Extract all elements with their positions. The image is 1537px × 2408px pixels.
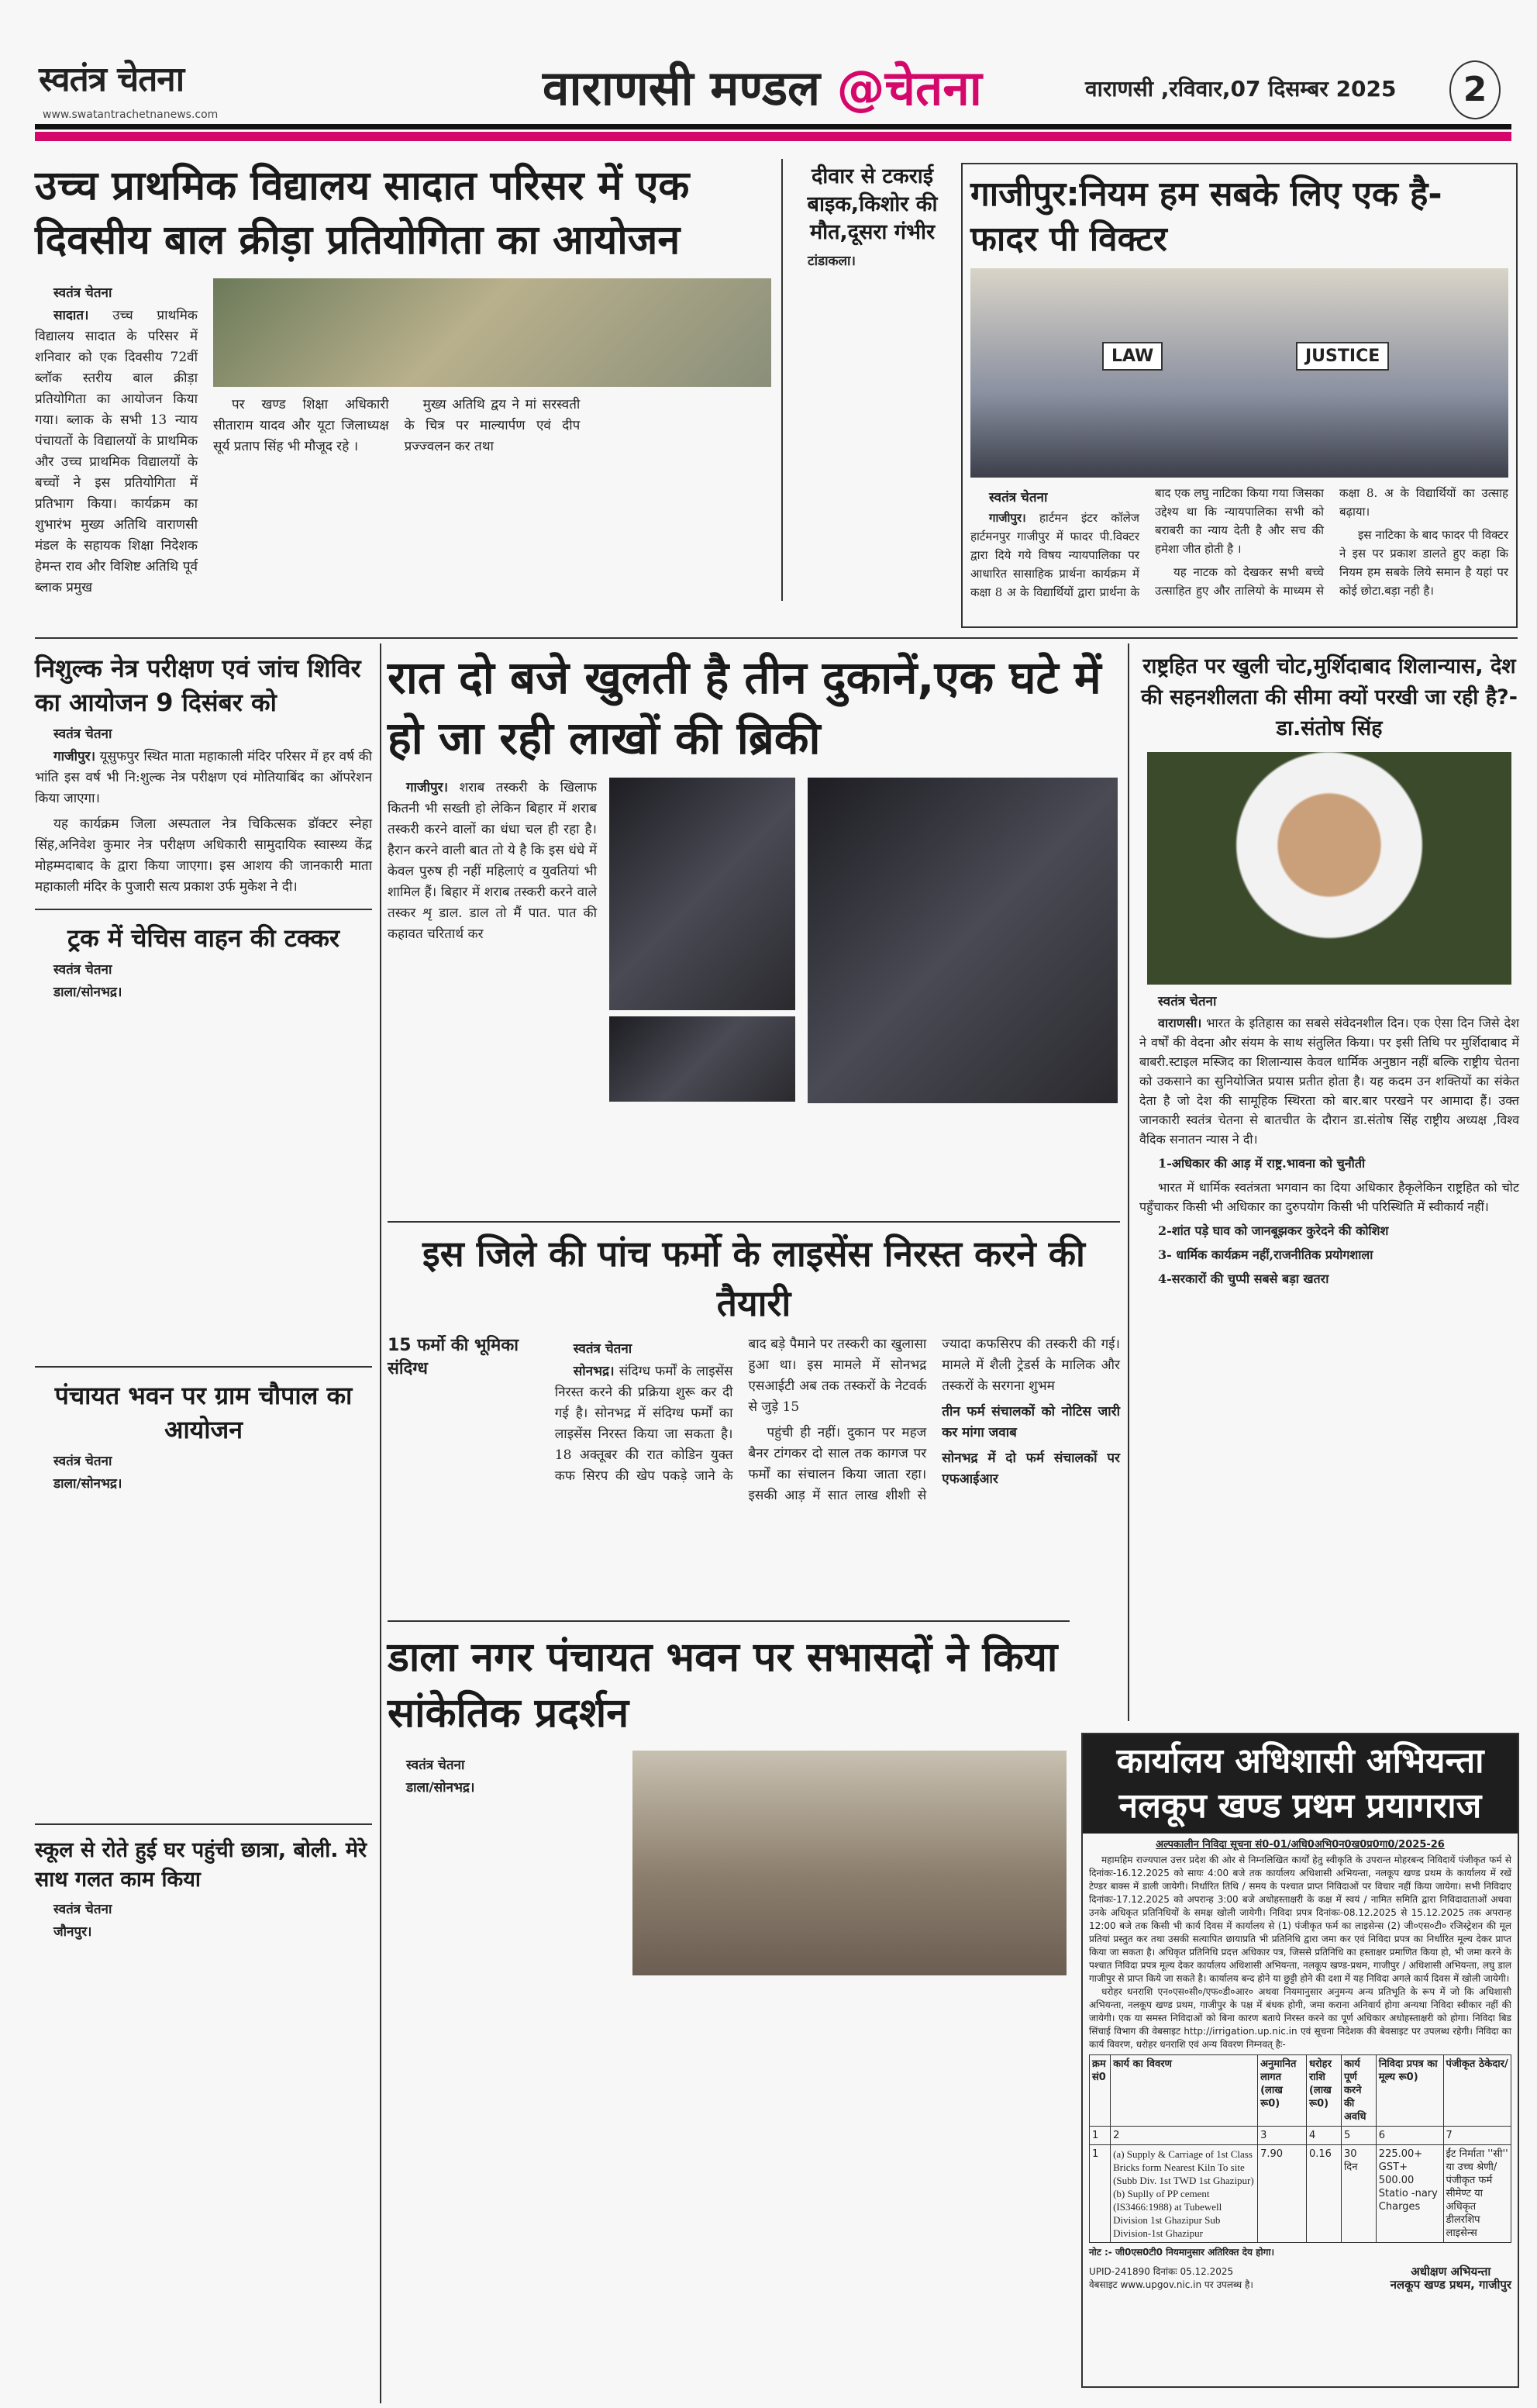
cell: 7.90 bbox=[1258, 2145, 1307, 2243]
ad-website: वेबसाइट www.upgov.nic.in पर उपलब्ध है। bbox=[1089, 2279, 1253, 2290]
divider-accent bbox=[35, 132, 1511, 141]
ad-note: नोट :- जी0एस0टी0 नियमानुसार अतिरिक्त देय होगा। bbox=[1089, 2247, 1275, 2258]
section-rule bbox=[35, 637, 1518, 639]
col-number: 5 bbox=[1341, 2127, 1376, 2145]
article-truck-collision bbox=[35, 921, 372, 1355]
col-number: 6 bbox=[1376, 2127, 1443, 2145]
byline: स्वतंत्र चेतना bbox=[53, 1454, 112, 1469]
article-text: शराब तस्करी के खिलाफ कितनी भी सख्ती हो लेकिन बिहार में शराब तस्करी करने वालों का धंधा चल ही रहा है। हैरान करने वाली बात तो ये है कि इस धंधे में केवल पुरुष ही नहीं महिलाएं व युवतियां भी शामिल हैं। बिहार में शराब तस्करी करने वाले तस्कर शृ डाल. डाल तो मैं पात. पात की कहावत चरितार्थ कर bbox=[388, 780, 598, 942]
column-rule bbox=[1128, 643, 1129, 1721]
cell: 0.16 bbox=[1306, 2145, 1341, 2243]
photo-shop-crowd bbox=[808, 778, 1118, 1103]
article-text: मुख्य अतिथि द्वय ने मां सरस्वती के चित्र पर माल्यार्पण एवं दीप प्रज्ज्वलन कर तथा bbox=[404, 397, 581, 454]
col-header: अनुमानित लागत (लाख रू0) bbox=[1258, 2055, 1307, 2127]
article-schoolgirl bbox=[35, 1836, 372, 1943]
column-rule bbox=[380, 643, 381, 2403]
headline: दीवार से टकराई बाइक,किशोर की मौत,दूसरा गंभीर bbox=[807, 164, 938, 244]
col-number: 7 bbox=[1443, 2127, 1511, 2145]
col-number: 2 bbox=[1111, 2127, 1258, 2145]
subheadline: 15 फर्मो की भूमिका संदिग्ध bbox=[388, 1336, 519, 1378]
photo-councillors-protest bbox=[632, 1751, 1067, 1975]
col-number: 4 bbox=[1306, 2127, 1341, 2145]
divider bbox=[35, 1823, 372, 1825]
page-title bbox=[543, 54, 982, 119]
page-number: 2 bbox=[1449, 60, 1501, 119]
headline: इस जिले की पांच फर्मो के लाइसेंस निरस्त करने की तैयारी bbox=[422, 1233, 1085, 1324]
subhead: तीन फर्म संचालकों को नोटिस जारी कर मांगा जवाब bbox=[942, 1404, 1120, 1440]
subhead: सोनभद्र में दो फर्म संचालकों पर एफआईआर bbox=[942, 1451, 1120, 1487]
article-text: पर खण्ड शिक्षा अधिकारी सीताराम यादव और यूटा जिलाध्यक्ष सूर्य प्रताप सिंह भी मौजूद रहे । bbox=[213, 397, 389, 454]
cell: ईंट निर्माता ''सी'' या उच्च श्रेणी/ पंजीकृत फर्म सीमेण्ट या अधिकृत डीलरशिप लाइसेन्स bbox=[1443, 2145, 1511, 2243]
article-dala-protest bbox=[388, 1620, 1070, 1975]
tender-notice-ad bbox=[1081, 1733, 1519, 2388]
headline: ट्रक में चेचिस वाहन की टक्कर bbox=[67, 923, 340, 953]
headline: पंचायत भवन पर ग्राम चौपाल का आयोजन bbox=[54, 1381, 353, 1444]
cell: 1 bbox=[1090, 2145, 1111, 2243]
ad-title-sub: नलकूप खण्ड प्रथम प्रयागराज bbox=[1118, 1786, 1482, 1826]
article-firm-licenses bbox=[388, 1221, 1120, 1506]
article-father-victor bbox=[961, 163, 1518, 628]
article-murshidabad bbox=[1139, 651, 1519, 1293]
dateline: डाला/सोनभद्र। bbox=[53, 985, 122, 1000]
divider bbox=[388, 1221, 1120, 1223]
dateline: सोनभद्र। bbox=[573, 1364, 615, 1379]
sign-law: LAW bbox=[1102, 342, 1163, 371]
edition-date: वाराणसी ,रविवार,07 दिसम्बर 2025 bbox=[1085, 76, 1397, 102]
cell: 30 दिन bbox=[1341, 2145, 1376, 2243]
headline: स्कूल से रोते हुई घर पहुंची छात्रा, बोली. मेरे साथ गलत काम किया bbox=[35, 1838, 367, 1892]
dateline: डाला/सोनभद्र। bbox=[53, 1476, 122, 1492]
signatory-office: नलकूप खण्ड प्रथम, गाजीपुर bbox=[1390, 2278, 1511, 2292]
sign-justice: JUSTICE bbox=[1296, 342, 1389, 371]
photo-shops-night bbox=[609, 1016, 795, 1102]
article-bike-accident bbox=[789, 163, 956, 277]
divider bbox=[35, 1366, 372, 1368]
col-number: 1 bbox=[1090, 2127, 1111, 2145]
ad-title: कार्यालय अधिशासी अभियन्ता bbox=[1116, 1741, 1484, 1781]
byline: स्वतंत्र चेतना bbox=[573, 1341, 632, 1357]
byline: स्वतंत्र चेतना bbox=[406, 1758, 465, 1773]
byline: स्वतंत्र चेतना bbox=[53, 285, 112, 301]
website-url: www.swatantrachetnanews.com bbox=[43, 109, 219, 121]
dateline: जौनपुर। bbox=[53, 1924, 92, 1940]
divider bbox=[388, 1620, 1070, 1622]
dateline: सादात। bbox=[53, 308, 89, 323]
divider bbox=[35, 909, 372, 910]
table-row bbox=[1090, 2145, 1511, 2243]
cell: (a) Supply & Carriage of 1st Class Bricks form Nearest Kiln To site (Subb Div. 1st TWD 1st Ghazipur) (b) Suplly of PP cement (IS3466:1988) at Tubewell Division 1st Ghazipur Sub Division-1st Ghazipur bbox=[1111, 2145, 1258, 2243]
dateline: गाजीपुर। bbox=[53, 749, 96, 764]
dateline: डाला/सोनभद्र। bbox=[406, 1780, 475, 1796]
col-header: कार्य का विवरण bbox=[1111, 2055, 1258, 2127]
title-main: वाराणसी मण्डल bbox=[543, 60, 837, 116]
cell: 225.00+ GST+ 500.00 Statio -nary Charges bbox=[1376, 2145, 1443, 2243]
article-text: उच्च प्राथमिक विद्यालय सादात के परिसर में शनिवार को एक दिवसीय 72वीं ब्लॉक स्तरीय बाल क्रीड़ा प्रतियोगिता का आयोजन किया गया। ब्लाक के सभी 13 न्याय पंचायतों के विद्यालयों के प्राथमिक और उच्च प्राथमिक विद्यालयों के बच्चों ने इस प्रतियोगिता में प्रतिभाग किया। कार्यक्रम का शुभारंभ मुख्य अतिथि वाराणसी मंडल के सहायक शिक्षा निदेशक हेमन्त राव और विशिष्ट अतिथि पूर्व ब्लाक प्रमुख bbox=[35, 308, 198, 595]
photo-sports-ground bbox=[213, 278, 771, 387]
dateline: गाजीपुर। bbox=[989, 511, 1026, 525]
headline: राष्ट्रहित पर खुली चोट,मुर्शिदाबाद शिलान्यास, देश की सहनशीलता की सीमा क्यों परखी जा रही है?-डा.संतोष सिंह bbox=[1141, 654, 1518, 740]
byline: स्वतंत्र चेतना bbox=[53, 726, 112, 742]
headline: निशुल्क नेत्र परीक्षण एवं जांच शिविर का आयोजन 9 दिसंबर को bbox=[35, 654, 361, 717]
col-header: कार्य पूर्ण करने की अवधि bbox=[1341, 2055, 1376, 2127]
column-rule bbox=[781, 159, 783, 601]
col-header: निविदा प्रपत्र का मूल्य रू0) bbox=[1376, 2055, 1443, 2127]
subhead: 3- धार्मिक कार्यक्रम नहीं,राजनीतिक प्रयोगशाला bbox=[1158, 1247, 1373, 1262]
photo-students-law-justice bbox=[970, 268, 1508, 478]
headline: गाजीपुर:नियम हम सबके लिए एक है-फादर पी विक्टर bbox=[970, 174, 1442, 259]
tender-table bbox=[1089, 2054, 1511, 2243]
headline: डाला नगर पंचायत भवन पर सभासदों ने किया सांकेतिक प्रदर्शन bbox=[388, 1634, 1058, 1737]
article-text: पहुंची ही नहीं। दुकान पर महज बैनर टांगकर दो साल तक कागज पर फर्मों का संचालन किया जाता रहा। इसकी आड़ में सात लाख शीशी से ज्यादा कफसिरप की तस्करी की गई। मामले में शैली ट्रेडर्स के मालिक और तस्करों के सरगना शुभम bbox=[748, 1337, 1120, 1503]
notice-text: महामहिम राज्यपाल उत्तर प्रदेश की ओर से निम्नलिखित कार्यों हेतु स्वीकृति के उपरान्त मोहरबन्द निविदायें पंजीकृत फर्म से दिनांकः-16.12.2025 को सायः 4:00 बजे तक कार्यालय अधिशासी अभियन्ता, नलकूप खण्ड प्रथम के कार्यालय में रखें टेण्डर बाक्स में डाली जायेगी। निर्धारित तिथि / समय के पश्चात प्राप्त निविदाओं पर विचार नहीं किया जायेगा। सभी निविदाए दिनांकः-17.12.2025 को अपरान्ह 3:00 बजे अधोहस्ताक्षरी के कक्ष में स्वयं / नामित समिति द्वारा निविदादाताओं अथवा उनके अधिकृत प्रतिनिधियों के समक्ष खोली जायेगी। निविदा प्रपत्र दिनांकः-08.12.2025 से 15.12.2025 तक अपरान्ह 12:00 बजे तक किसी भी कार्य दिवस में कार्यालय से (1) पंजीकृत फर्म का लाइसेन्स (2) जी०एस०टी० रजिस्ट्रेशन की मूल प्रतियां प्रस्तुत कर तथा उसकी सत्यापित छायाप्रति भी प्रतिनिधि द्वारा जमा कर एवं निविदा प्रपत्र का निर्धारित मूल्य देकर प्राप्त किया जा सकता है। अधिकृत प्रतिनिधि प्रदत्त अधिकार पत्र, जिससे प्रतिनिधि का हस्ताक्षर प्रमाणित किया हो, भी जमा करने के पश्चात निविदा प्रपत्र मूल्य देकर कार्यालय अधिशासी अभियन्ता, नलकूप खण्ड-प्रथम, गाजीपुर / अधिशासी अभियन्ता, लघु डाल गाजीपुर से प्राप्त किये जा सकते है। कार्यालय बन्द होने या छुट्टी होने की दशा में यह निविदा अगले कार्य दिवस में खोली जायेगी। bbox=[1089, 1854, 1511, 1984]
article-text: संदिग्ध फर्मों के लाइसेंस निरस्त करने की प्रक्रिया शुरू कर दी गई है। सोनभद्र में संदिग्ध फर्मों का लाइसेंस निरस्त किया जा सकता है। 18 अक्तूबर की रात कोडिन युक्त कफ सिरप की खेप पकड़े जाने के बाद बड़े पैमाने पर तस्करी का खुलासा हुआ था। इस मामले में सोनभद्र एसआईटी अब तक तस्करों के नेटवर्क से जुड़े 15 bbox=[554, 1337, 927, 1484]
col-header: क्रम सं0 bbox=[1090, 2055, 1111, 2127]
left-column bbox=[35, 651, 372, 1947]
article-liquor-shops bbox=[388, 647, 1120, 1103]
byline: स्वतंत्र चेतना bbox=[53, 962, 112, 978]
article-text: यह कार्यक्रम जिला अस्पताल नेत्र चिकित्सक डॉक्टर स्नेहा सिंह,अनिवेश कुमार नेत्र परीक्षण अधिकारी सामुदायिक स्वास्थ्य केंद्र मोहम्मदाबाद के द्वारा किया जाएगा। इस आशय की जानकारी माता महाकाली मंदिर के पुजारी सत्य प्रकाश उर्फ मुकेश ने दी। bbox=[35, 816, 372, 895]
col-header: धरोहर राशि (लाख रू0) bbox=[1306, 2055, 1341, 2127]
dateline: टांडाकला। bbox=[808, 254, 856, 269]
divider bbox=[35, 124, 1511, 129]
title-accent: @चेतना bbox=[836, 60, 982, 116]
headline: रात दो बजे खुलती है तीन दुकानें,एक घटे में हो जा रही लाखों की ब्रिकी bbox=[388, 651, 1101, 764]
notice-text: धरोहर धनराशि एन०एस०सी०/एफ०डी०आर० अथवा नियमानुसार अनुमन्य अन्य प्रतिभूति के रूप में जो कि अधिशासी अभियन्ता, नलकूप खण्ड प्रथम, गाजीपुर के पक्ष में बंधक होगी, जमा कराना अनिवार्य होगा अन्यथा निविदा स्वीकार नहीं की जायेगी। एक या समस्त निविदाओं को बिना कारण बताये निरस्त करने का पूर्ण अधिकार अधोहस्ताक्षरी को होगा। निविदा बिड सिंचाई विभाग की वेबसाइट http://irrigation.up.nic.in एवं सूचना निदेशक की बेवसाइट पर उपलब्ध रहेगी। निविदा का कार्य विवरण, धरोहर धनराशि एवं अन्य विवरण निम्नवत् हैः- bbox=[1089, 1986, 1511, 2050]
article-text: इस नाटिका के बाद फादर पी विक्टर ने इस पर प्रकाश डालते हुए कहा कि नियम हम सबके लिये समान है यहां पर कोई छोटा.बड़ा नही है। bbox=[1339, 528, 1508, 598]
article-eye-camp bbox=[35, 651, 372, 898]
article-sports-event bbox=[35, 159, 775, 603]
col-number: 3 bbox=[1258, 2127, 1307, 2145]
dateline: वाराणसी। bbox=[1158, 1016, 1202, 1030]
upid: UPID-241890 दिनांकः 05.12.2025 bbox=[1089, 2266, 1234, 2277]
col-header: पंजीकृत ठेकेदार/ bbox=[1443, 2055, 1511, 2127]
newspaper-logo: स्वतंत्र चेतना bbox=[39, 60, 184, 99]
subhead: 1-अधिकार की आड़ में राष्ट्र.भावना को चुनौती bbox=[1158, 1156, 1366, 1171]
article-gram-chaupal bbox=[35, 1378, 372, 1813]
subhead: 4-सरकारों की चुप्पी सबसे बड़ा खतरा bbox=[1158, 1271, 1329, 1286]
headline: उच्च प्राथमिक विद्यालय सादात परिसर में एक दिवसीय बाल क्रीड़ा प्रतियोगिता का आयोजन bbox=[35, 163, 690, 264]
article-text: यह नाटक को देखकर सभी बच्चे उत्साहित हुए और तालियो के माध्यम से कक्षा 8. अ के विद्यार्थियों का उत्साह बढ़ाया। bbox=[1155, 486, 1508, 598]
notice-number: अल्पकालीन निविदा सूचना सं0-01/अधि0अभि0न0ख0प्र0गा0/2025-26 bbox=[1156, 1839, 1445, 1851]
article-text: हार्टमन इंटर कॉलेज हार्टमनपुर गाजीपुर में फादर पी.विक्टर द्वारा दिये गये विषय न्यायपालिका पर आधारित सासाहिक प्रार्थना कार्यक्रम में कक्षा 8 अ के विद्यार्थियों द्वारा प्रार्थना के बाद एक लघु नाटिका किया गया जिसका उद्देश्य था कि न्यायपालिका सभी को बराबरी का न्याय देती है और सच की हमेशा जीत होती है । bbox=[970, 486, 1324, 599]
article-text: भारत में धार्मिक स्वतंत्रता भगवान का दिया अधिकार हैकृलेकिन राष्ट्रहित को चोट पहुँचाकर किसी भी अधिकार का दुरुपयोग किसी भी परिस्थिति में स्वीकार्य नहीं। bbox=[1139, 1180, 1519, 1214]
byline: स्वतंत्र चेतना bbox=[1158, 994, 1217, 1009]
photo-liquor-seizure bbox=[609, 778, 795, 1010]
article-text: यूसुफपुर स्थित माता महाकाली मंदिर परिसर में हर वर्ष की भांति इस वर्ष भी नि:शुल्क नेत्र परीक्षण एवं मोतियाबिंद का ऑपरेशन किया जाएगा। bbox=[35, 749, 373, 806]
byline: स्वतंत्र चेतना bbox=[989, 490, 1048, 505]
subhead: 2-शांत पड़े घाव को जानबूझकर कुरेदने की कोशिश bbox=[1158, 1223, 1389, 1238]
byline: स्वतंत्र चेतना bbox=[53, 1902, 112, 1917]
photo-dr-santosh-singh bbox=[1147, 752, 1511, 985]
article-text: भारत के इतिहास का सबसे संवेदनशील दिन। एक ऐसा दिन जिसे देश ने वर्षों की वेदना और संयम के साथ संतुलित किया। पर इसी तिथि पर मुर्शिदाबाद में बाबरी.स्टाइल मस्जिद का शिलान्यास केवल धार्मिक अनुष्ठान नहीं बल्कि राष्ट्रीय चेतना को उकसाने का सुनियोजित प्रयास प्रतीत होता है। यह कदम उन शक्तियों का संकेत देता है जो देश की सामूहिक स्थिरता को बार.बार परखने पर आमादा हैं। उक्त जानकारी स्वतंत्र चेतना से बातचीत के दौरान डा.संतोष सिंह राष्ट्रीय अध्यक्ष ,विश्व वैदिक सनातन न्यास ने दी। bbox=[1139, 1016, 1519, 1147]
signatory: अधीक्षण अभियन्ता bbox=[1411, 2265, 1491, 2279]
dateline: गाजीपुर। bbox=[406, 780, 449, 795]
